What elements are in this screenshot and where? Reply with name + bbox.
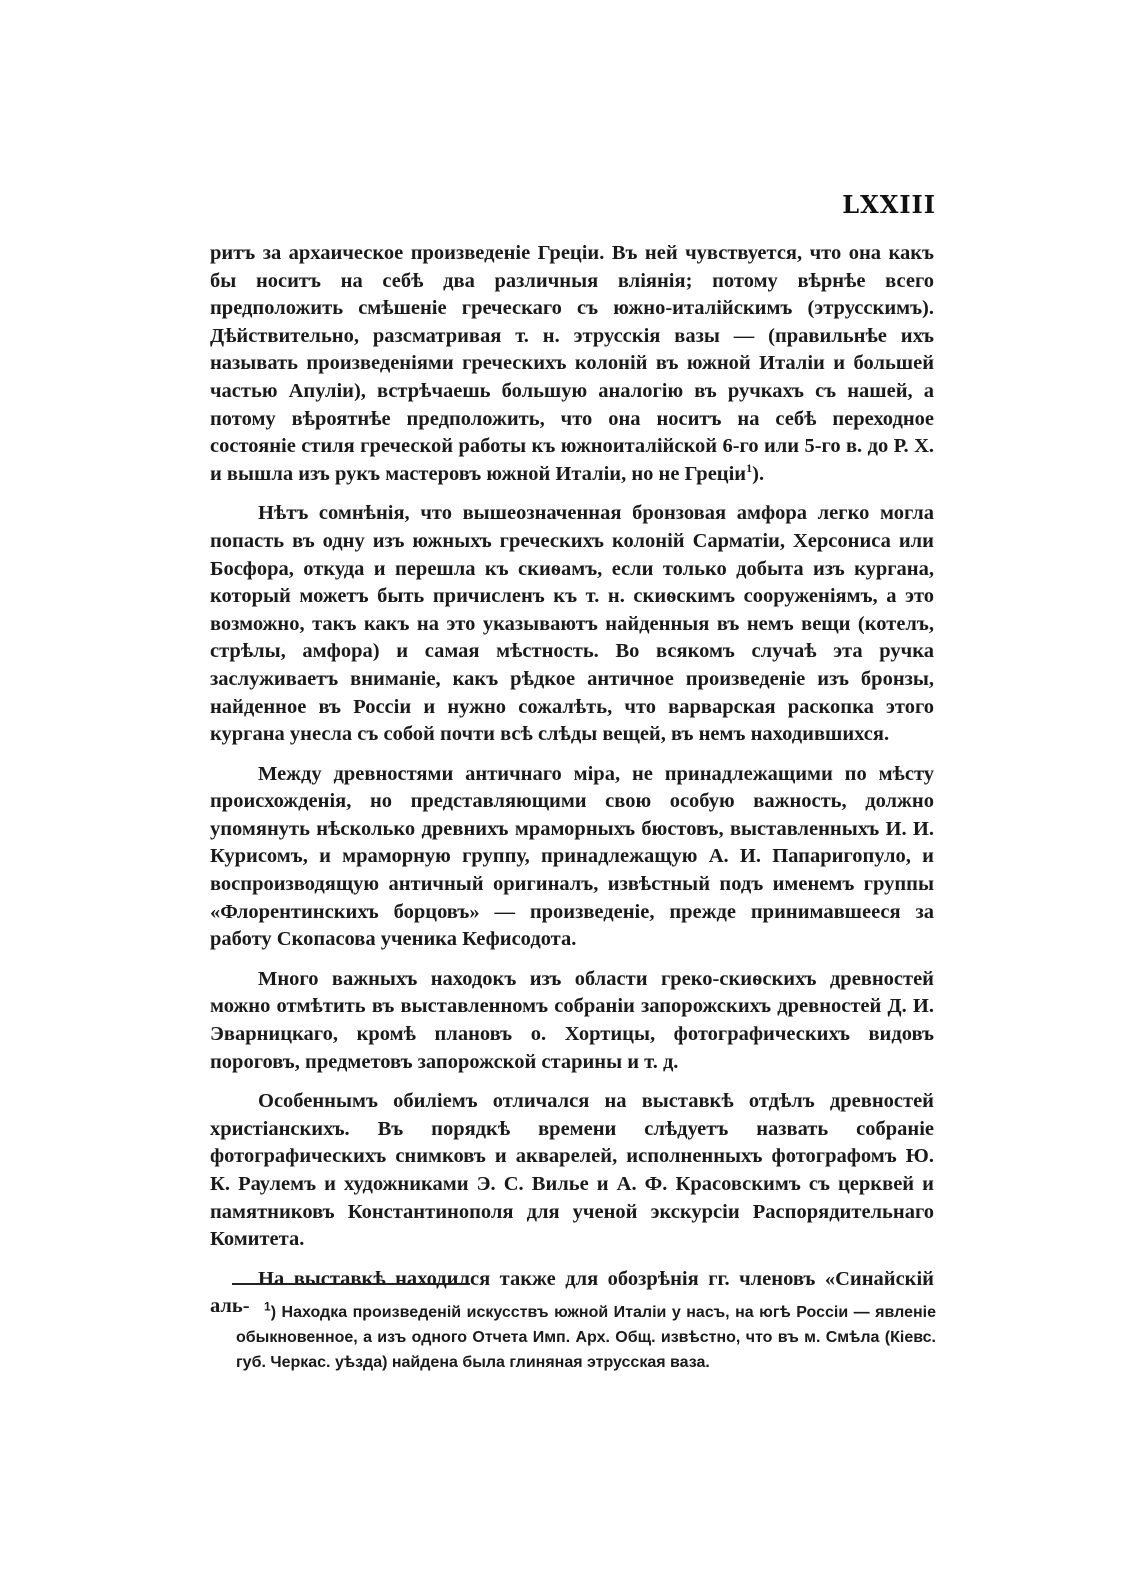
paragraph: Много важныхъ находокъ изъ области греко-скиѳскихъ древностей можно отмѣтить въ выставленномъ собраніи запорожскихъ древностей Д. И. Эварницкаго, кромѣ плановъ о. Хортицы, фотографическихъ видовъ пороговъ, предметовъ запорожской старины и т. д. xyxy=(210,967,934,1073)
paragraph-text: ритъ за архаическое произведеніе Греціи. Въ ней чувствуется, что она какъ бы носитъ на себѣ два различныя вліянія; потому вѣрнѣе всего предположить смѣшеніе греческаго съ южно-италійскимъ (этрусскимъ). Дѣйствительно, разсматривая т. н. этрусскія вазы — (правильнѣе ихъ называть произведеніями греческихъ колоній въ южной Италіи и большей частью Апуліи), встрѣчаешь большую аналогію въ ручкахъ съ нашей, а потому вѣроятнѣе предположить, что она носитъ на себѣ переходное состояніе стиля греческой работы къ южноиталійской 6-го или 5-го в. до Р. Х. и вышла изъ рукъ мастеровъ южной Италіи, но не Греціи xyxy=(210,242,934,485)
footnote xyxy=(236,1300,936,1375)
page-number: LXXIII xyxy=(842,190,936,219)
paragraph: Нѣтъ сомнѣнія, что вышеозначенная бронзовая амфора легко могла попасть въ одну изъ южныхъ греческихъ колоній Сарматіи, Херсониса или Босфора, откуда и перешла къ скиѳамъ, если только добыта изъ кургана, который можетъ быть причисленъ къ т. н. скиѳскимъ сооруженіямъ, а это возможно, такъ какъ на это указываютъ найденныя въ немъ вещи (котелъ, стрѣлы, амфора) и самая мѣстность. Во всякомъ случаѣ эта ручка заслуживаетъ вниманіе, какъ рѣдкое античное произведеніе изъ бронзы, найденное въ Россіи и нужно сожалѣть, что варварская раскопка этого кургана унесла съ собой почти всѣ слѣды вещей, въ немъ находившихся. xyxy=(210,502,934,746)
paragraph xyxy=(210,240,934,488)
footnote-divider xyxy=(232,1283,470,1285)
footnote-marker: 1 xyxy=(264,1299,271,1314)
footnote-body: ) Находка произведеній искусствъ южной Италіи у насъ, на югѣ Россіи — явленіе обыкновенное, а изъ одного Отчета Имп. Арх. Общ. извѣстно, что въ м. Смѣла (Кіевс. губ. Черкас. уѣзда) найдена была глиняная этрусская ваза. xyxy=(236,1304,936,1371)
footnote-reference[interactable]: 1 xyxy=(746,460,753,475)
paragraph-tail: ). xyxy=(752,462,765,485)
main-text xyxy=(210,240,934,1333)
footnote-text xyxy=(236,1300,936,1375)
paragraph: Особеннымъ обиліемъ отличался на выставкѣ отдѣлъ древностей христіанскихъ. Въ порядкѣ времени слѣдуетъ назвать собраніе фотографическихъ снимковъ и акварелей, исполненныхъ фотографомъ Ю. К. Раулемъ и художниками Э. С. Вилье и А. Ф. Красовскимъ съ церквей и памятниковъ Константинополя для ученой экскурсіи Распорядительнаго Комитета. xyxy=(210,1090,934,1251)
paragraph: На выставкѣ находился также для обозрѣнія гг. членовъ «Синайскій аль- xyxy=(210,1267,934,1318)
paragraph: Между древностями античнаго міра, не принадлежащими по мѣсту происхожденія, но представляющими свою особую важность, должно упомянуть нѣсколько древнихъ мраморныхъ бюстовъ, выставленныхъ И. И. Курисомъ, и мраморную группу, принадлежащую А. И. Папаригопуло, и воспроизводящую античный оригиналъ, извѣстный подъ именемъ группы «Флорентинскихъ борцовъ» — произведеніе, прежде принимавшееся за работу Скопасова ученика Кефисодота. xyxy=(210,762,934,951)
